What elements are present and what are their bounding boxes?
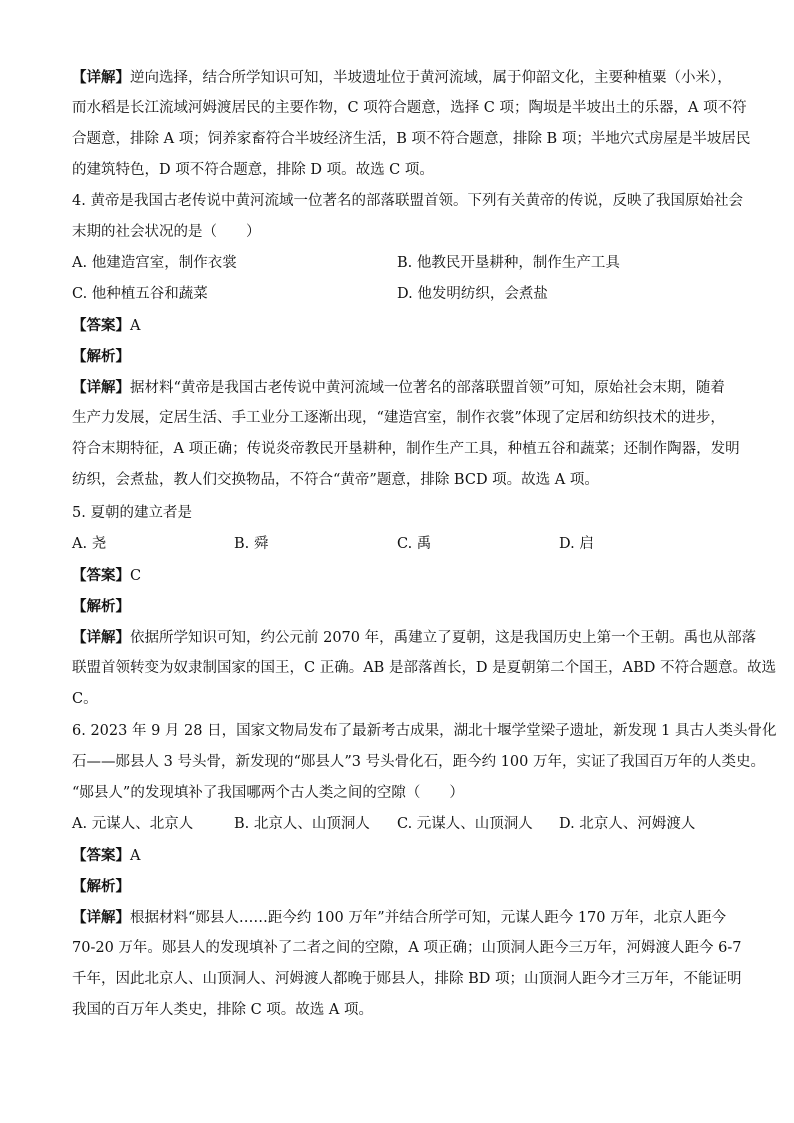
- q6-stem: [72, 716, 777, 809]
- q5-options: [72, 529, 722, 560]
- q4-solution: [72, 310, 740, 496]
- q4-stem-line-2: 末期的社会状况的是（ ）: [72, 224, 261, 240]
- detail-tag: 【详解】: [72, 69, 130, 86]
- detail-tag: 【详解】: [72, 629, 130, 646]
- q6-stem-line-3: “郧县人”的发现填补了我国哪两个古人类之间的空隙（ ）: [72, 785, 464, 801]
- q5-analysis-tag: 【解析】: [72, 598, 130, 615]
- q4-options-row-2: [72, 279, 722, 310]
- q3-detail-line-1: 【详解】逆向选择，结合所学知识可知，半坡遗址位于黄河流域，属于仰韶文化，主要种植粟（小米），: [72, 69, 732, 86]
- detail-tag: 【详解】: [72, 909, 130, 926]
- q4-option-c: C. 他种植五谷和蔬菜: [72, 286, 208, 302]
- q4-detail-line-3: 符合末期特征，A 项正确；传说炎帝教民开垦耕种，制作生产工具，种植五谷和蔬菜；还制作陶器，发明: [72, 441, 740, 457]
- q4-answer: [72, 310, 722, 341]
- q5-detail-line-2: 联盟首领转变为奴隶制国家的国王，C 正确。AB 是部落酋长，D 是夏朝第二个国王，ABD 不符合题意。故选: [72, 660, 777, 676]
- q6-option-b: B. 北京人、山顶洞人: [234, 816, 370, 832]
- q4-detail-line-4: 纺织，会煮盐，教人们交换物品，不符合“黄帝”题意，排除 BCD 项。故选 A 项。: [72, 472, 599, 488]
- q4-options-row-1: [72, 248, 722, 279]
- q3-detail-line-4: 的建筑特色，D 项不符合题意，排除 D 项。故选 C 项。: [72, 162, 434, 178]
- q5-detail-line-1: 【详解】依据所学知识可知，约公元前 2070 年，禹建立了夏朝，这是我国历史上第一个王朝。禹也从部落: [72, 629, 757, 646]
- q6-stem-line-2: 石——郧县人 3 号头骨，新发现的“郧县人”3 号头骨化石，距今约 100 万年，实证了我国百万年的人类史。: [72, 754, 765, 770]
- q4-detail-line-1: 【详解】据材料“黄帝是我国古老传说中黄河流域一位著名的部落联盟首领”可知，原始社会末期，随着: [72, 379, 725, 396]
- q4-option-a: A. 他建造宫室，制作衣裳: [72, 255, 237, 271]
- q4-analysis-tag: 【解析】: [72, 348, 130, 365]
- q5-option-b: B. 舜: [234, 536, 269, 552]
- q5-solution: [72, 560, 777, 715]
- q6-stem-line-1: 6. 2023 年 9 月 28 日，国家文物局发布了最新考古成果，湖北十堰学堂梁子遗址，新发现 1 具古人类头骨化: [72, 723, 777, 739]
- q3-detail-line-3: 合题意，排除 A 项；饲养家畜符合半坡经济生活，B 项不符合题意，排除 B 项；半地穴式房屋是半坡居民: [72, 131, 751, 147]
- q6-option-c: C. 元谋人、山顶洞人: [397, 816, 533, 832]
- q4-option-b: B. 他教民开垦耕种，制作生产工具: [397, 255, 620, 271]
- answer-value: A: [130, 318, 141, 334]
- q6-option-a: A. 元谋人、北京人: [72, 816, 194, 832]
- q4-stem: [72, 186, 743, 248]
- q6-detail-line-3: 千年，因此北京人、山顶洞人、河姆渡人都晚于郧县人，排除 BD 项；山顶洞人距今才三万年，不能证明: [72, 971, 742, 987]
- q6-detail-line-1: 【详解】根据材料“郧县人……距今约 100 万年”并结合所学可知，元谋人距今 170 万年，北京人距今: [72, 909, 727, 926]
- q5-answer: [72, 560, 722, 591]
- q4-option-d: D. 他发明纺织，会煮盐: [397, 286, 548, 302]
- answer-tag: 【答案】: [72, 567, 130, 584]
- q5-stem: [72, 498, 722, 529]
- detail-tag: 【详解】: [72, 379, 130, 396]
- q6-analysis-tag: 【解析】: [72, 878, 130, 895]
- answer-value: A: [130, 848, 141, 864]
- q5-option-d: D. 启: [559, 536, 594, 552]
- answer-tag: 【答案】: [72, 847, 130, 864]
- q6-detail-line-4: 我国的百万年人类史，排除 C 项。故选 A 项。: [72, 1002, 374, 1018]
- q4-detail-line-2: 生产力发展，定居生活、手工业分工逐渐出现，“建造宫室，制作衣裳”体现了定居和纺织技术的进步，: [72, 410, 725, 426]
- q4-stem-line-1: 4. 黄帝是我国古老传说中黄河流域一位著名的部落联盟首领。下列有关黄帝的传说，反映了我国原始社会: [72, 193, 743, 209]
- q6-answer: [72, 840, 722, 871]
- q6-detail-line-2: 70-20 万年。郧县人的发现填补了二者之间的空隙，A 项正确；山顶洞人距今三万年，河姆渡人距今 6-7: [72, 940, 742, 956]
- answer-tag: 【答案】: [72, 317, 130, 334]
- q6-solution: [72, 840, 742, 1026]
- q5-option-a: A. 尧: [72, 536, 107, 552]
- q5-stem-line: 5. 夏朝的建立者是: [72, 505, 192, 521]
- q3-detail-line-2: 而水稻是长江流域河姆渡居民的主要作物，C 项符合题意，选择 C 项；陶埙是半坡出土的乐器，A 项不符: [72, 100, 747, 116]
- q6-option-d: D. 北京人、河姆渡人: [559, 816, 696, 832]
- q6-options: [72, 809, 722, 840]
- q5-detail-line-3: C。: [72, 691, 98, 707]
- q5-option-c: C. 禹: [397, 536, 432, 552]
- answer-value: C: [130, 568, 142, 584]
- q3-detail: [72, 62, 751, 186]
